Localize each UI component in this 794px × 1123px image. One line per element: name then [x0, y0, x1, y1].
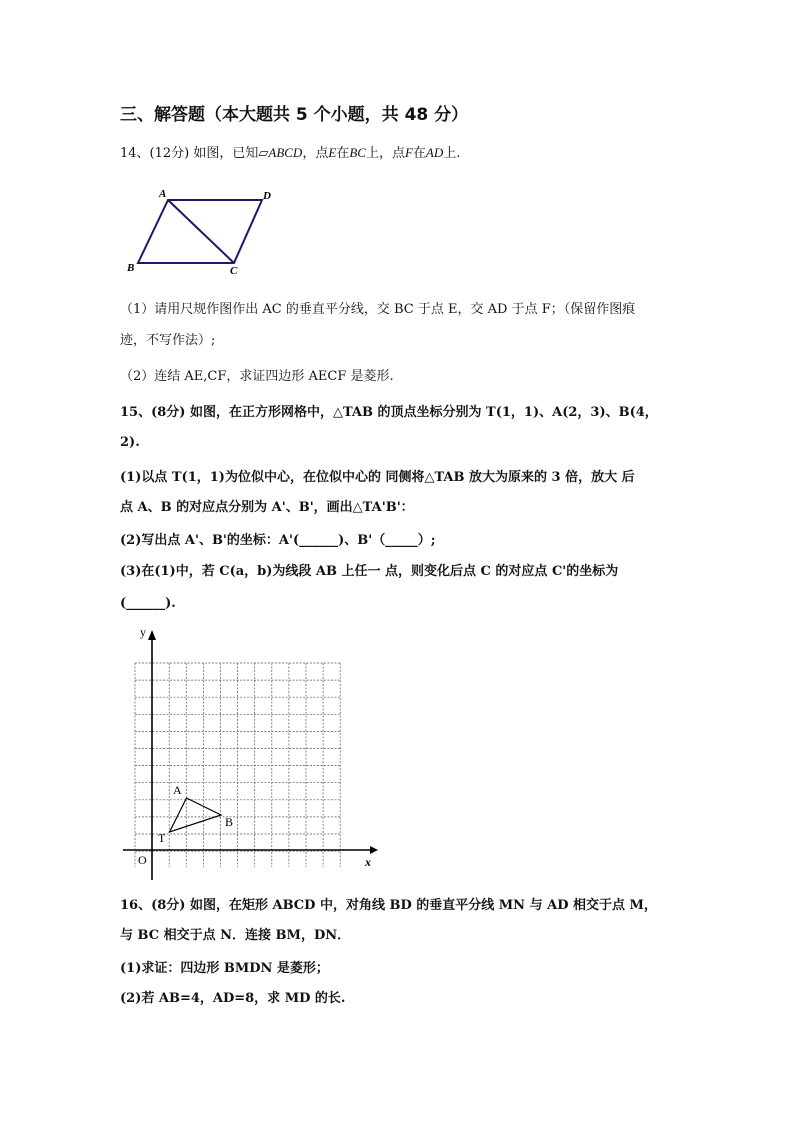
q14-part2: （2）连结 AE,CF，求证四边形 AECF 是菱形. [120, 369, 394, 384]
diagonal-ac [168, 200, 234, 263]
label-c: C [230, 265, 238, 277]
q14-intro-prefix: 14、(12分) 如图，已知 [120, 146, 259, 161]
q15-coordinate-grid [115, 622, 385, 884]
q14-intro-parallelogram: ▱ABCD [258, 145, 303, 160]
label-d: D [263, 190, 271, 202]
q14-intro-point-e: E [328, 145, 337, 160]
q15-part1-line2: 点 A、B 的对应点分别为 A'、B'，画出△TA'B'： [120, 500, 414, 515]
q14-intro-text: 上. [443, 146, 461, 161]
label-a: A [159, 188, 167, 200]
grid-lines [135, 663, 341, 867]
q16-intro-line1: 16、(8分) 如图，在矩形 ABCD 中，对角线 BD 的垂直平分线 MN 与 AD 相交于点 M， [120, 898, 657, 913]
q15-part3-line2: (______). [120, 596, 176, 611]
q14-part1-line1: （1）请用尺规作图作出 AC 的垂直平分线，交 BC 于点 E，交 AD 于点 F；（保留作图痕 [120, 302, 636, 317]
label-t: T [158, 831, 166, 845]
q15-part1-line1: (1)以点 T(1，1)为位似中心，在位似中心的 同侧将△TAB 放大为原来的 3 倍，放大 后 [120, 470, 635, 485]
q15-intro-line2: 2). [120, 435, 140, 450]
label-b: B [225, 815, 234, 829]
x-axis-label: x [365, 855, 371, 869]
y-axis-label: y [140, 625, 146, 639]
q15-part2: (2)写出点 A'、B'的坐标：A'(______)、B'（_____）; [120, 533, 436, 548]
q16-intro-line2: 与 BC 相交于点 N．连接 BM，DN． [120, 928, 351, 943]
q14-intro-point-f: F [404, 145, 413, 160]
q15-intro-line1: 15、(8分) 如图，在正方形网格中，△TAB 的顶点坐标分别为 T(1，1)、A(2，3)、B(4， [120, 405, 658, 420]
q14-part1-line2: 迹，不写作法）; [120, 333, 216, 348]
triangle-tab [170, 798, 222, 832]
q14-intro-segment-ad: AD [425, 145, 444, 160]
q14-intro-text: 在 [336, 146, 350, 161]
label-a: A [173, 783, 182, 797]
q14-intro-text: ，点 [302, 146, 329, 161]
q14-intro-segment-bc: BC [349, 145, 366, 160]
q14-intro-text: 在 [412, 146, 426, 161]
q14-intro-text: 上，点 [365, 146, 405, 161]
x-axis-arrow [370, 846, 378, 854]
origin-label: O [138, 853, 147, 867]
q16-part1: (1)求证：四边形 BMDN 是菱形； [120, 961, 329, 976]
q15-part3-line1: (3)在(1)中，若 C(a，b)为线段 AB 上任一 点，则变化后点 C 的对应点 C'的坐标为 [120, 564, 619, 579]
q16-part2: (2)若 AB=4，AD=8，求 MD 的长. [120, 991, 346, 1006]
q14-intro [120, 144, 460, 163]
y-axis-arrow [148, 630, 156, 640]
section-heading: 三、解答题（本大题共 5 个小题，共 48 分） [120, 105, 469, 125]
q14-parallelogram-figure [120, 183, 280, 278]
label-b: B [127, 262, 135, 274]
